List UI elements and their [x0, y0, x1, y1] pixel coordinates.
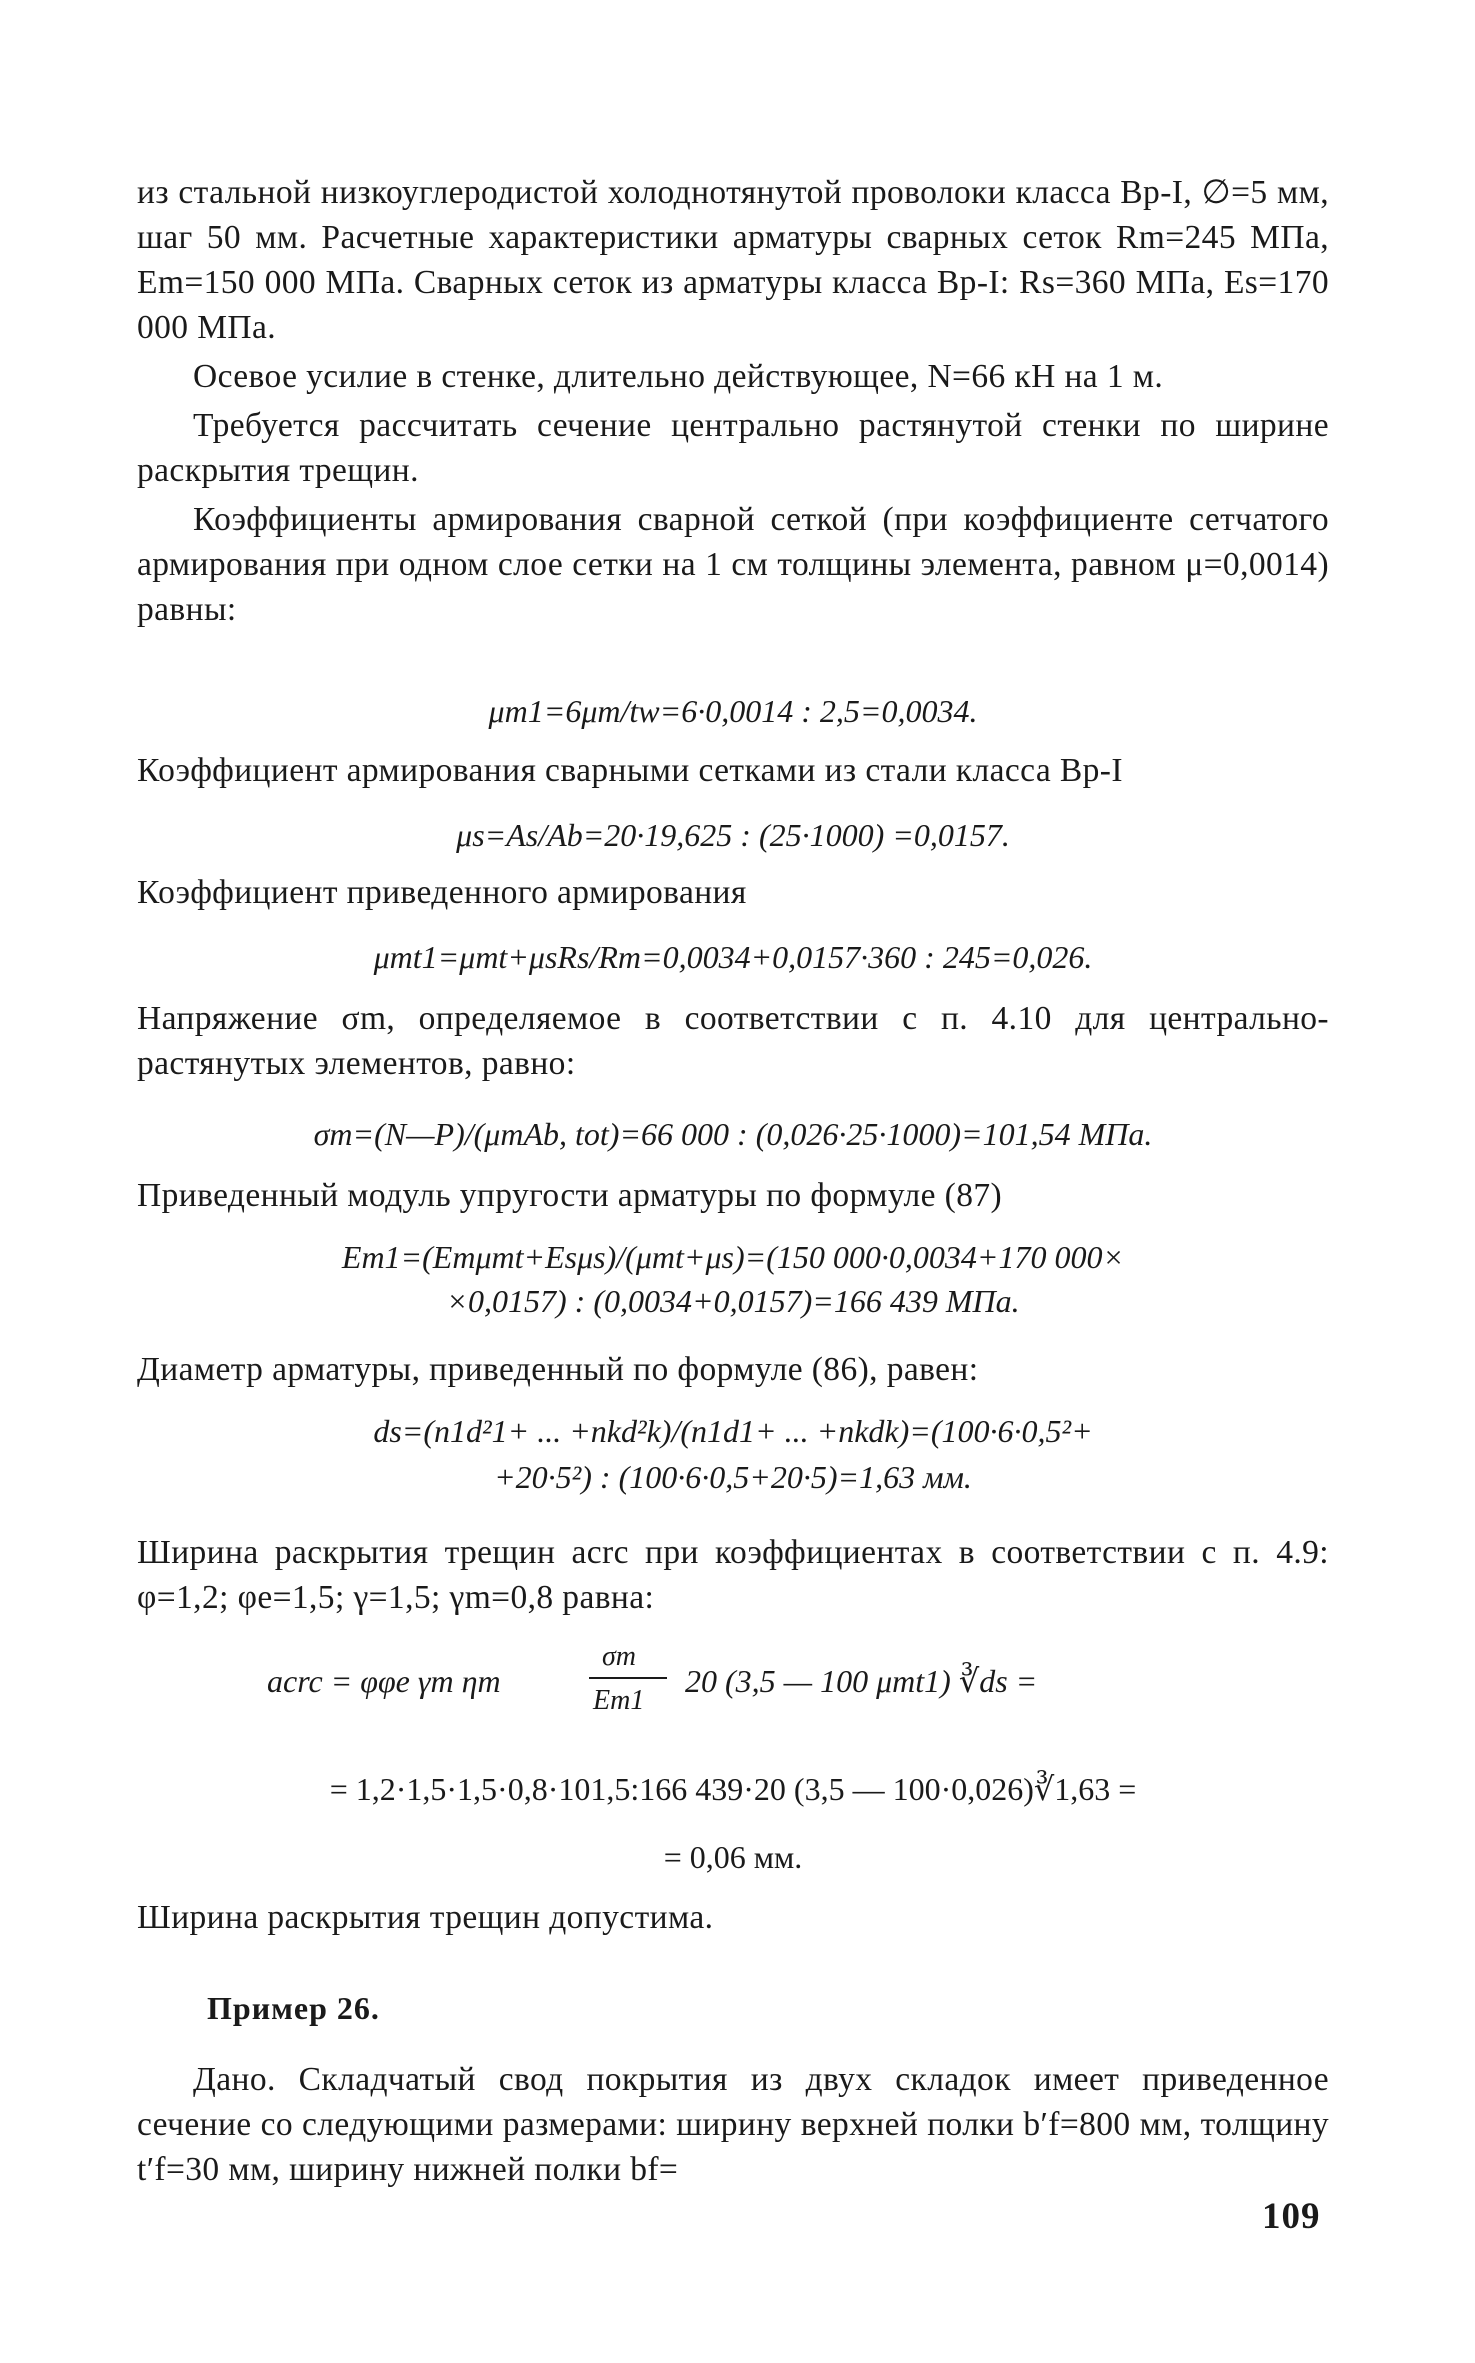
paragraph-9-wrap	[137, 1347, 1329, 1392]
equation-mu-s: μs=As/Ab=20·19,625 : (25·1000) =0,0157.	[456, 817, 1010, 853]
paragraph-7-wrap	[137, 996, 1329, 1086]
equation-acrc-numeric: = 1,2·1,5·1,5·0,8·101,5:166 439·20 (3,5 — 100·0,026)∛1,63 =	[329, 1771, 1137, 1807]
paragraph-12: Дано. Складчатый свод покрытия из двух складок имеет приведенное сечение со следующими размерами: ширину верхней полки b′f=800 мм, толщину t′f=30 мм, ширину нижней полки bf=	[137, 2061, 1329, 2188]
equation-mu-mt1: μmt1=μmt+μsRs/Rm=0,0034+0,0157·360 : 245=0,026.	[373, 939, 1093, 975]
paragraph-1: из стальной низкоуглеродистой холоднотянутой проволоки класса Вр-I, ∅=5 мм, шаг 50 мм. Расчетные характеристики арматуры сварных сеток Rm=245 МПа, Em=150 000 МПа. Сварных сеток из арматуры класса Вр-I: Rs=360 МПа, Es=170 000 МПа.	[137, 174, 1329, 346]
paragraph-8: Приведенный модуль упругости арматуры по формуле (87)	[137, 1177, 1003, 1214]
paragraph-10-wrap	[137, 1530, 1329, 1620]
equation-acrc-right: 20 (3,5 — 100 μmt1) ∛ds =	[685, 1663, 1038, 1699]
paragraph-11: Ширина раскрытия трещин допустима.	[137, 1899, 714, 1936]
equation-em1-line2: ×0,0157) : (0,0034+0,0157)=166 439 МПа.	[446, 1283, 1020, 1319]
paragraph-4: Коэффициенты армирования сварной сеткой (при коэффициенте сетчатого армирования при одном слое сетки на 1 см толщины элемента, равном μ=0,0014) равны:	[137, 501, 1329, 628]
equation-acrc	[137, 1640, 1329, 1730]
paragraph-5-wrap	[137, 748, 1329, 793]
paragraph-6: Коэффициент приведенного армирования	[137, 874, 747, 911]
equation-acrc-numerator: σm	[602, 1641, 637, 1672]
paragraph-10: Ширина раскрытия трещин acrc при коэффициентах в соответствии с п. 4.9: φ=1,2; φe=1,5; γ=1,5; γm=0,8 равна:	[137, 1534, 1329, 1616]
equation-ds-line2: +20·5²) : (100·6·0,5+20·5)=1,63 мм.	[494, 1459, 972, 1495]
fraction-bar	[589, 1677, 667, 1679]
paragraph-3: Требуется рассчитать сечение центрально растянутой стенки по ширине раскрытия трещин.	[137, 407, 1329, 489]
paragraph-8-wrap	[137, 1173, 1329, 1218]
equation-acrc-result: = 0,06 мм.	[663, 1839, 803, 1875]
paragraph-9: Диаметр арматуры, приведенный по формуле (86), равен:	[137, 1351, 979, 1388]
equation-ds-line1: ds=(n1d²1+ ... +nkd²k)/(n1d1+ ... +nkdk)=(100·6·0,5²+	[373, 1413, 1093, 1449]
paragraph-5: Коэффициент армирования сварными сетками из стали класса Вр-I	[137, 752, 1123, 789]
formula-column	[137, 0, 1329, 2363]
equation-acrc-denominator: Em1	[593, 1685, 645, 1716]
paragraph-7: Напряжение σm, определяемое в соответствии с п. 4.10 для центрально-растянутых элементов, равно:	[137, 1000, 1329, 1082]
equation-acrc-left: acrc = φφe γm ηm	[267, 1663, 501, 1699]
equation-em1-line1: Em1=(Emμmt+Esμs)/(μmt+μs)=(150 000·0,0034+170 000×	[341, 1239, 1125, 1275]
paragraph-6-wrap	[137, 870, 1329, 915]
equation-sigma-m: σm=(N—P)/(μmAb, tot)=66 000 : (0,026·25·1000)=101,54 МПа.	[313, 1116, 1153, 1152]
paragraph-2: Осевое усилие в стенке, длительно действующее, N=66 кН на 1 м.	[193, 358, 1164, 395]
paragraph-11-wrap	[137, 1895, 1329, 1940]
page-number: 109	[1262, 2196, 1321, 2237]
paragraph-12-wrap	[137, 2057, 1329, 2192]
equation-mu-m1: μm1=6μm/tw=6·0,0014 : 2,5=0,0034.	[488, 693, 978, 729]
example-heading: Пример 26.	[207, 1990, 380, 2026]
